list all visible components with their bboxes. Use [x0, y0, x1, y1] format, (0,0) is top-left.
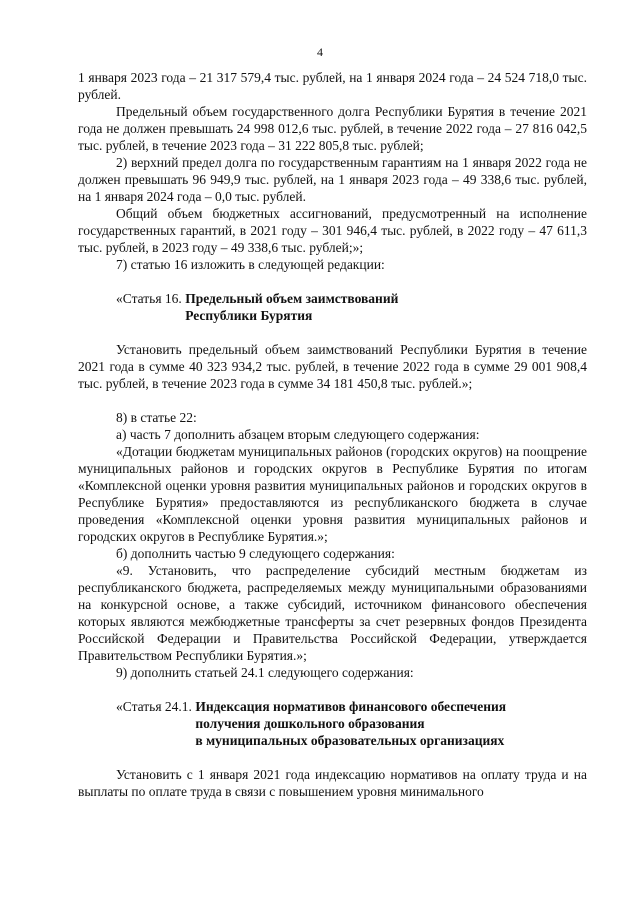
paragraph: Установить с 1 января 2021 года индексацию нормативов на оплату труда и на выплаты по оплате труда в связи с повышением уровня минимального — [78, 767, 587, 799]
article-title-line: в муниципальных образовательных организациях — [195, 733, 505, 748]
spacer — [78, 324, 587, 341]
article-title-line: Предельный объем заимствований — [185, 291, 399, 306]
spacer — [78, 749, 587, 766]
article-number: «Статья 16. — [116, 291, 186, 306]
article-title — [185, 290, 398, 324]
paragraph: а) часть 7 дополнить абзацем вторым следующего содержания: — [116, 427, 480, 442]
spacer — [78, 392, 587, 409]
article-heading — [78, 698, 587, 749]
document-body — [78, 69, 587, 800]
paragraph: Установить предельный объем заимствований Республики Бурятия в течение 2021 года в сумме 40 323 934,2 тыс. рублей, в течение 2022 года в сумме 29 001 908,4 тыс. рублей, в течение 2023 года в сумме 34 181 450,8 тыс. рублей.»; — [78, 342, 587, 391]
paragraph: Предельный объем государственного долга Республики Бурятия в течение 2021 года не должен превышать 24 998 012,6 тыс. рублей, в течение 2022 года – 27 816 042,5 тыс. рублей, в течение 2023 года – 31 222 805,8 тыс. рублей; — [78, 104, 587, 153]
article-number: «Статья 24.1. — [116, 699, 196, 714]
spacer — [78, 273, 587, 290]
paragraph: «Дотации бюджетам муниципальных районов (городских округов) на поощрение муниципальных районов и городских округов в Республике Бурятия по итогам «Комплексной оценки уровня развития муниципальных районов и городских округов в Республике Бурятия» предоставляются из республиканского бюджета в случае проведения «Комплексной оценки уровня развития муниципальных районов и городских округов в Республике Бурятия.»; — [78, 444, 587, 544]
paragraph: 9) дополнить статьей 24.1 следующего содержания: — [116, 665, 414, 680]
article-heading — [78, 290, 587, 324]
paragraph: «9. Установить, что распределение субсидий местным бюджетам из республиканского бюджета, распределяемых между муниципальными образованиями на конкурсной основе, а также субсидий, источником финансового обеспечения которых являются межбюджетные трансферты за счет резервных фондов Президента Российской Федерации и Правительства Российской Федерации, утверждается Правительством Республики Бурятия.»; — [78, 563, 587, 663]
spacer — [78, 681, 587, 698]
paragraph: б) дополнить частью 9 следующего содержания: — [116, 546, 395, 561]
paragraph: 1 января 2023 года – 21 317 579,4 тыс. рублей, на 1 января 2024 года – 24 524 718,0 тыс. рублей. — [78, 70, 587, 102]
article-title-line: Индексация нормативов финансового обеспечения — [195, 699, 507, 714]
article-title — [195, 698, 506, 749]
page-number: 4 — [317, 45, 323, 59]
paragraph: 2) верхний предел долга по государственным гарантиям на 1 января 2022 года не должен превышать 96 949,9 тыс. рублей, на 1 января 2023 года – 49 338,6 тыс. рублей, на 1 января 2024 года – 0,0 тыс. рублей. — [78, 155, 587, 204]
paragraph: 8) в статье 22: — [116, 410, 197, 425]
article-title-line: получения дошкольного образования — [195, 716, 425, 731]
article-title-line: Республики Бурятия — [185, 308, 313, 323]
paragraph: 7) статью 16 изложить в следующей редакции: — [116, 257, 385, 272]
paragraph: Общий объем бюджетных ассигнований, предусмотренный на исполнение государственных гарантий, в 2021 году – 301 946,4 тыс. рублей, в 2022 году – 47 611,3 тыс. рублей, в 2023 году – 49 338,6 тыс. рублей;»; — [78, 206, 587, 255]
